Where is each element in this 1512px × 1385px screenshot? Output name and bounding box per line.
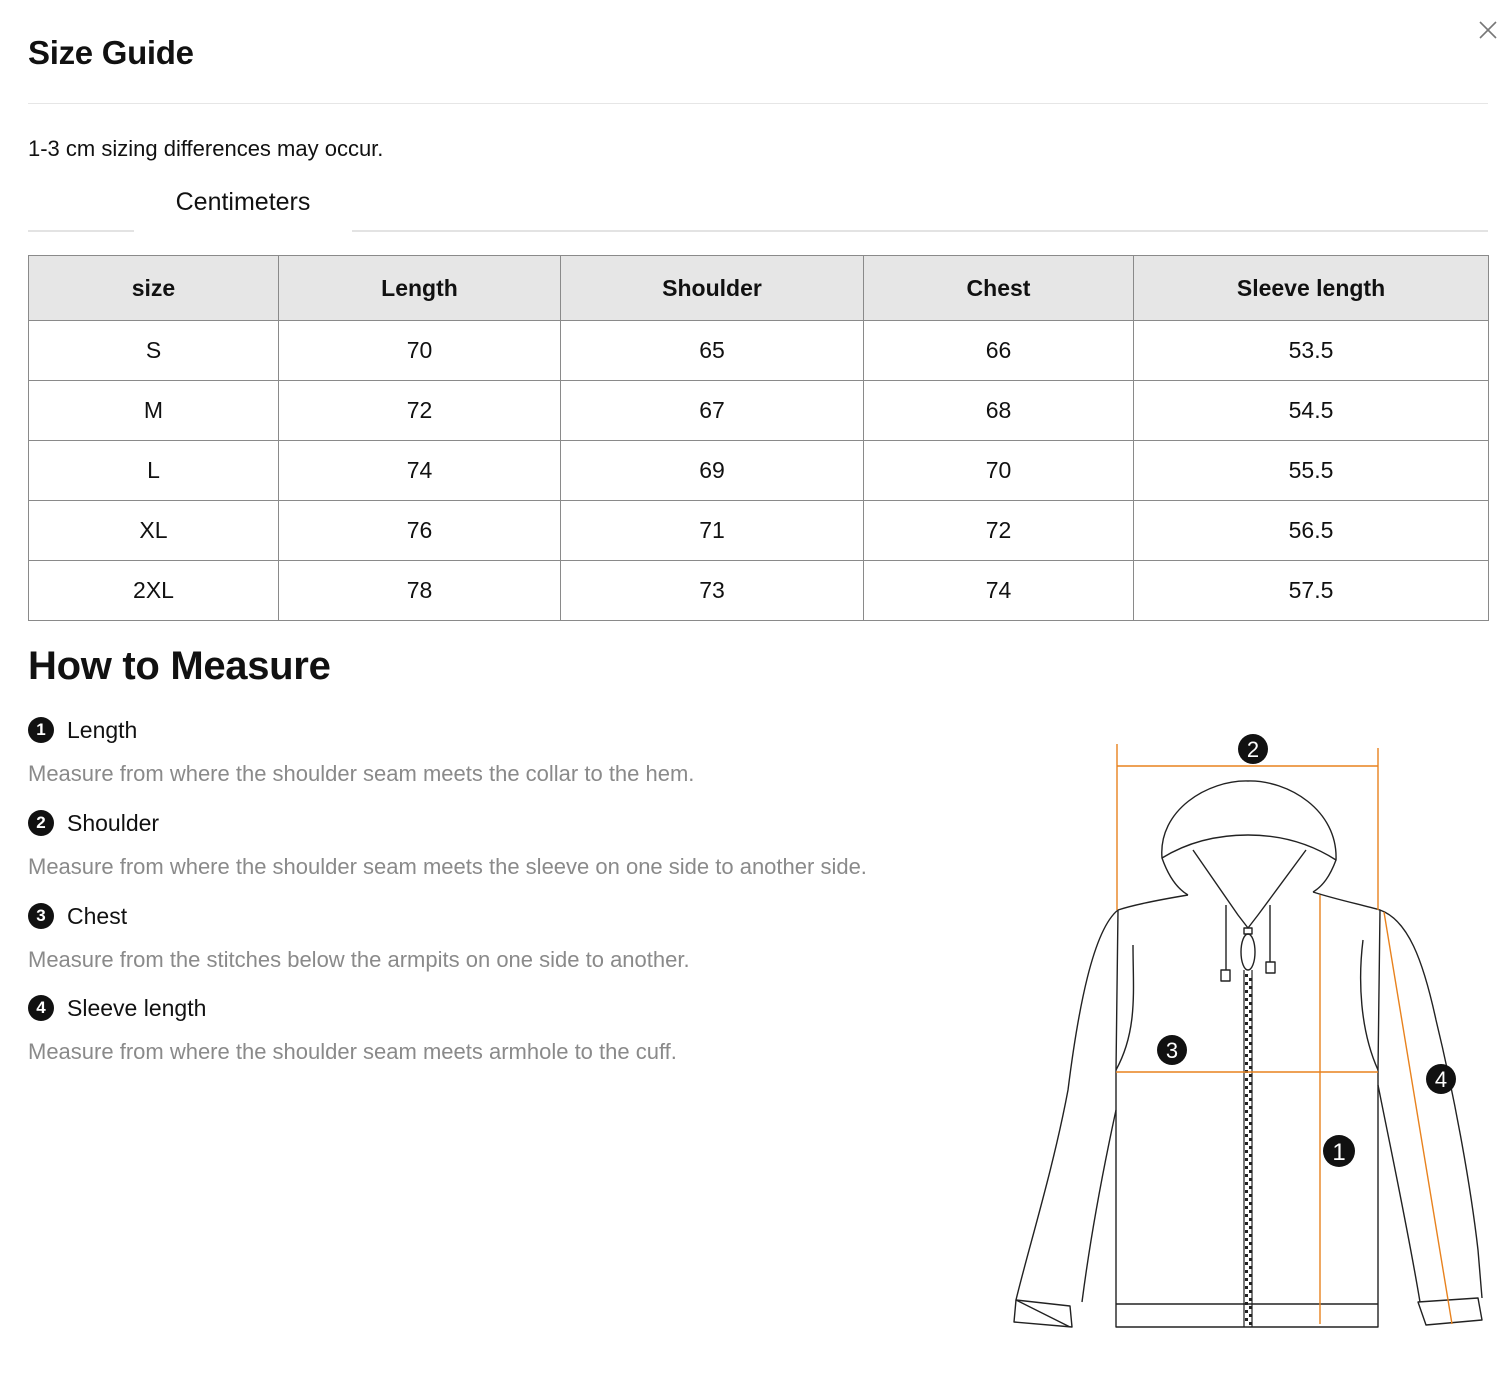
measure-item-length (28, 715, 978, 787)
table-row (29, 381, 1489, 441)
measure-description: Measure from the stitches below the armpits on one side to another. (28, 947, 690, 972)
table-cell: S (29, 321, 279, 381)
table-row (29, 321, 1489, 381)
number-badge: 4 (28, 995, 54, 1021)
hoodie-illustration (1008, 730, 1498, 1340)
tab-divider-left (28, 230, 134, 232)
table-row (29, 501, 1489, 561)
hoodie-measurement-diagram (1008, 730, 1498, 1340)
table-cell: 70 (864, 441, 1134, 501)
sizing-note: 1-3 cm sizing differences may occur. (28, 136, 384, 161)
table-cell: 71 (561, 501, 864, 561)
column-header-shoulder: Shoulder (561, 256, 864, 321)
table-cell: 73 (561, 561, 864, 621)
measure-item-chest (28, 901, 978, 973)
table-cell: 74 (279, 441, 561, 501)
close-button[interactable] (1472, 14, 1502, 44)
marker-chest (1157, 1035, 1187, 1065)
table-row (29, 561, 1489, 621)
measure-item-shoulder (28, 808, 978, 880)
table-header-row (29, 256, 1489, 321)
table-cell: L (29, 441, 279, 501)
svg-text:4: 4 (1434, 1067, 1448, 1092)
table-cell: XL (29, 501, 279, 561)
measure-description: Measure from where the shoulder seam meets the sleeve on one side to another side. (28, 854, 867, 879)
measure-item-sleeve-length (28, 993, 978, 1065)
measure-name: Chest (67, 902, 128, 929)
table-cell: 72 (864, 501, 1134, 561)
table-cell: 57.5 (1134, 561, 1489, 621)
table-cell: 2XL (29, 561, 279, 621)
column-header-length: Length (279, 256, 561, 321)
page-title: Size Guide (28, 34, 194, 71)
tab-divider-right (352, 230, 1488, 232)
svg-text:2: 2 (1246, 737, 1260, 762)
size-table (28, 255, 1489, 621)
table-cell: 54.5 (1134, 381, 1489, 441)
table-cell: 72 (279, 381, 561, 441)
table-cell: 67 (561, 381, 864, 441)
table-cell: 56.5 (1134, 501, 1489, 561)
measure-description: Measure from where the shoulder seam meets armhole to the cuff. (28, 1039, 677, 1064)
tab-centimeters[interactable]: Centimeters (175, 188, 311, 216)
table-row (29, 441, 1489, 501)
measure-name: Length (67, 716, 138, 743)
marker-length (1323, 1135, 1355, 1167)
table-cell: 68 (864, 381, 1134, 441)
table-cell: 55.5 (1134, 441, 1489, 501)
marker-sleeve-length (1426, 1064, 1456, 1094)
close-icon (1472, 14, 1502, 44)
table-cell: 78 (279, 561, 561, 621)
measure-description: Measure from where the shoulder seam meets the collar to the hem. (28, 761, 695, 786)
table-cell: 66 (864, 321, 1134, 381)
measure-name: Sleeve length (67, 994, 207, 1021)
measure-name: Shoulder (67, 809, 160, 836)
column-header-sleeve-length: Sleeve length (1134, 256, 1489, 321)
header-divider (28, 103, 1488, 104)
column-header-size: size (29, 256, 279, 321)
number-badge: 3 (28, 903, 54, 929)
table-cell: M (29, 381, 279, 441)
how-to-measure-title: How to Measure (28, 644, 331, 688)
table-cell: 74 (864, 561, 1134, 621)
table-cell: 65 (561, 321, 864, 381)
svg-text:1: 1 (1332, 1139, 1346, 1166)
table-cell: 53.5 (1134, 321, 1489, 381)
column-header-chest: Chest (864, 256, 1134, 321)
unit-tabs (28, 182, 1488, 234)
table-cell: 70 (279, 321, 561, 381)
marker-shoulder (1238, 734, 1268, 764)
number-badge: 1 (28, 717, 54, 743)
table-cell: 69 (561, 441, 864, 501)
svg-text:3: 3 (1165, 1038, 1179, 1063)
table-cell: 76 (279, 501, 561, 561)
number-badge: 2 (28, 810, 54, 836)
